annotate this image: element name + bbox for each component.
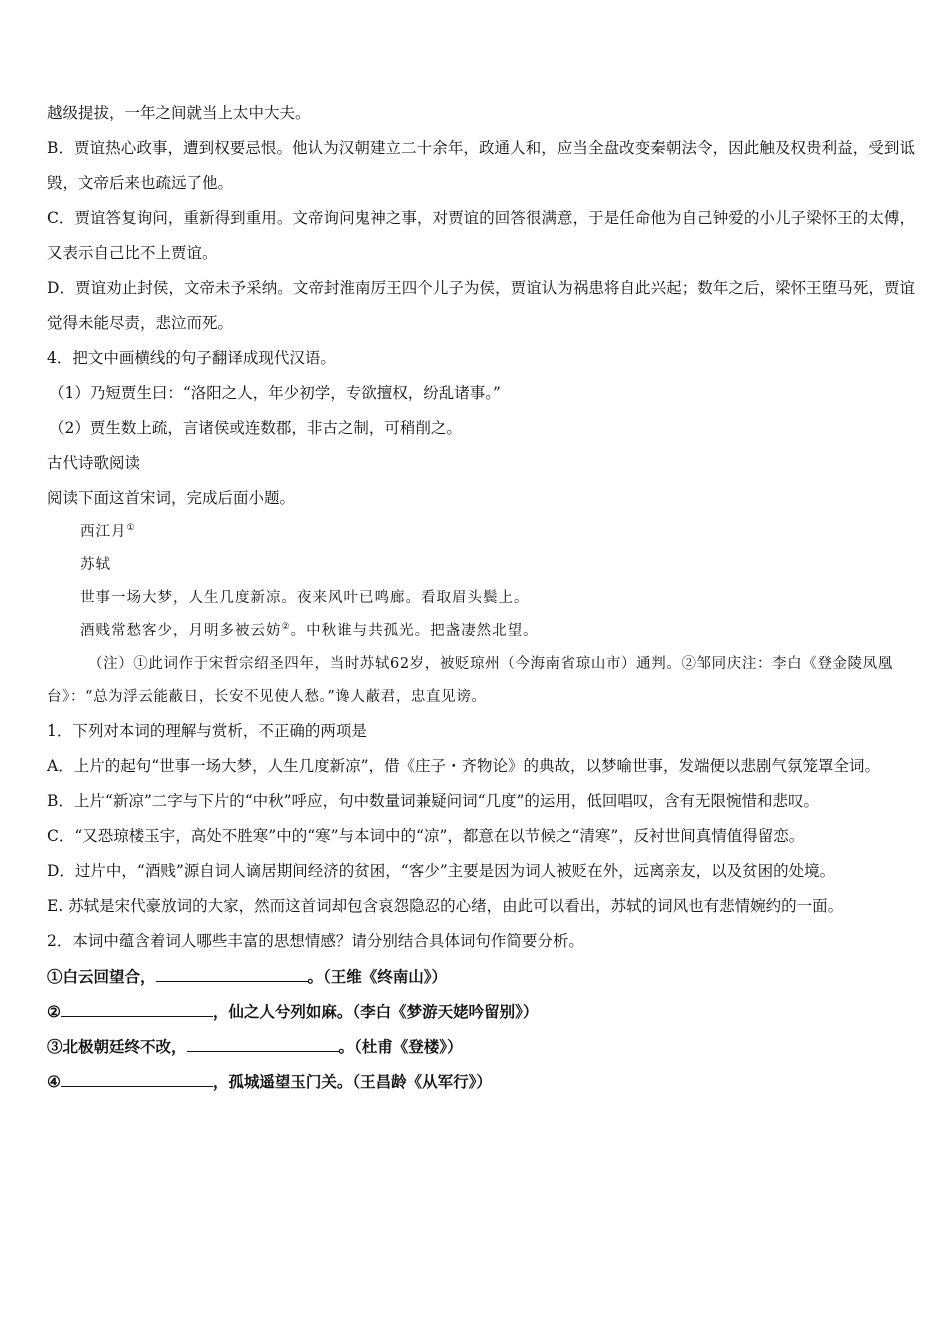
fill-text: 。（杜甫《登楼》） — [338, 1037, 463, 1056]
fill-blank-2 — [47, 994, 915, 1029]
option-d: D．贾谊劝止封侯，文帝未予采纳。文帝封淮南厉王四个儿子为侯，贾谊认为祸患将自此兴起；数年之后，梁怀王堕马死，贾谊觉得未能尽责，悲泣而死。 — [47, 279, 915, 332]
poem-line-part: 。中秋谁与共孤光。把盏凄然北望。 — [290, 623, 539, 639]
poem-line: 世事一场大梦，人生几度新凉。夜来风叶已鸣廊。看取眉头鬓上。 — [80, 590, 530, 606]
answer-blank[interactable] — [187, 1034, 339, 1052]
fill-text: ，仙之人兮列如麻。（李白《梦游天姥吟留别》） — [212, 1002, 539, 1021]
poem-title — [47, 516, 915, 549]
poem-line — [47, 615, 915, 648]
fill-text: ④ — [47, 1072, 61, 1091]
footnote-mark: ① — [126, 523, 136, 533]
option-b: B．上片“新凉”二字与下片的“中秋”呼应，句中数量词兼疑问词“几度”的运用，低回唱叹，含有无限惋惜和悲叹。 — [47, 792, 819, 810]
footnote-mark: ② — [281, 622, 291, 632]
question-1: 1．下列对本词的理解与赏析，不正确的两项是 — [47, 722, 367, 740]
poem-author: 苏轼 — [80, 557, 111, 573]
answer-blank[interactable] — [156, 964, 308, 982]
section-heading: 古代诗歌阅读 — [47, 454, 141, 472]
option-a: A．上片的起句“世事一场大梦，人生几度新凉”，借《庄子・齐物论》的典故，以梦喻世事，发端便以悲剧气氛笼罩全词。 — [47, 757, 881, 775]
answer-blank[interactable] — [61, 999, 213, 1017]
answer-blank[interactable] — [61, 1069, 213, 1087]
section-instruction: 阅读下面这首宋词，完成后面小题。 — [47, 489, 296, 507]
fill-blank-3 — [47, 1029, 915, 1064]
poem-note: （注）①此词作于宋哲宗绍圣四年，当时苏轼62岁，被贬琼州（今海南省琼山市）通判。②邹同庆注：李白《登金陵凤凰台》：“总为浮云能蔽日，长安不见使人愁。”谗人蔽君，忠直见谤。 — [47, 656, 893, 705]
poem-title-text: 西江月 — [80, 524, 127, 540]
document-page — [47, 96, 915, 1099]
fill-text: 。（王维《终南山》） — [307, 967, 448, 986]
fill-text: ③北极朝廷终不改， — [47, 1037, 187, 1056]
poem-line-part: 酒贱常愁客少，月明多被云妨 — [80, 623, 282, 639]
fill-blank-4 — [47, 1064, 915, 1099]
text-line: 越级提拔，一年之间就当上太中大夫。 — [47, 104, 311, 122]
question-2: 2．本词中蕴含着词人哪些丰富的思想情感？请分别结合具体词句作简要分析。 — [47, 932, 584, 950]
translation-item-1: （1）乃短贾生曰：“洛阳之人，年少初学，专欲擅权，纷乱诸事。” — [49, 384, 501, 402]
question-4: 4．把文中画横线的句子翻译成现代汉语。 — [47, 349, 336, 367]
option-c: C．贾谊答复询问，重新得到重用。文帝询问鬼神之事，对贾谊的回答很满意，于是任命他为自己钟爱的小儿子梁怀王的太傅，又表示自己比不上贾谊。 — [47, 209, 915, 262]
fill-text: ② — [47, 1002, 61, 1021]
option-d: D．过片中，“酒贱”源自词人谪居期间经济的贫困，“客少”主要是因为词人被贬在外，远离亲友，以及贫困的处境。 — [47, 862, 836, 880]
option-b: B．贾谊热心政事，遭到权要忌恨。他认为汉朝建立二十余年，政通人和，应当全盘改变秦朝法令，因此触及权贵利益，受到诋毁，文帝后来也疏远了他。 — [47, 139, 915, 192]
fill-blank-1 — [47, 959, 915, 994]
fill-text: ，孤城遥望玉门关。（王昌龄《从军行》） — [212, 1072, 492, 1091]
fill-text: ①白云回望合， — [47, 967, 156, 986]
option-c: C．“又恐琼楼玉宇，高处不胜寒”中的“寒”与本词中的“凉”，都意在以节候之“清寒”，反衬世间真情值得留恋。 — [47, 827, 805, 845]
option-e: E. 苏轼是宋代豪放词的大家，然而这首词却包含哀怨隐忍的心绪，由此可以看出，苏轼的词风也有悲情婉约的一面。 — [47, 897, 844, 915]
translation-item-2: （2）贾生数上疏，言诸侯或连数郡，非古之制，可稍削之。 — [49, 419, 462, 437]
